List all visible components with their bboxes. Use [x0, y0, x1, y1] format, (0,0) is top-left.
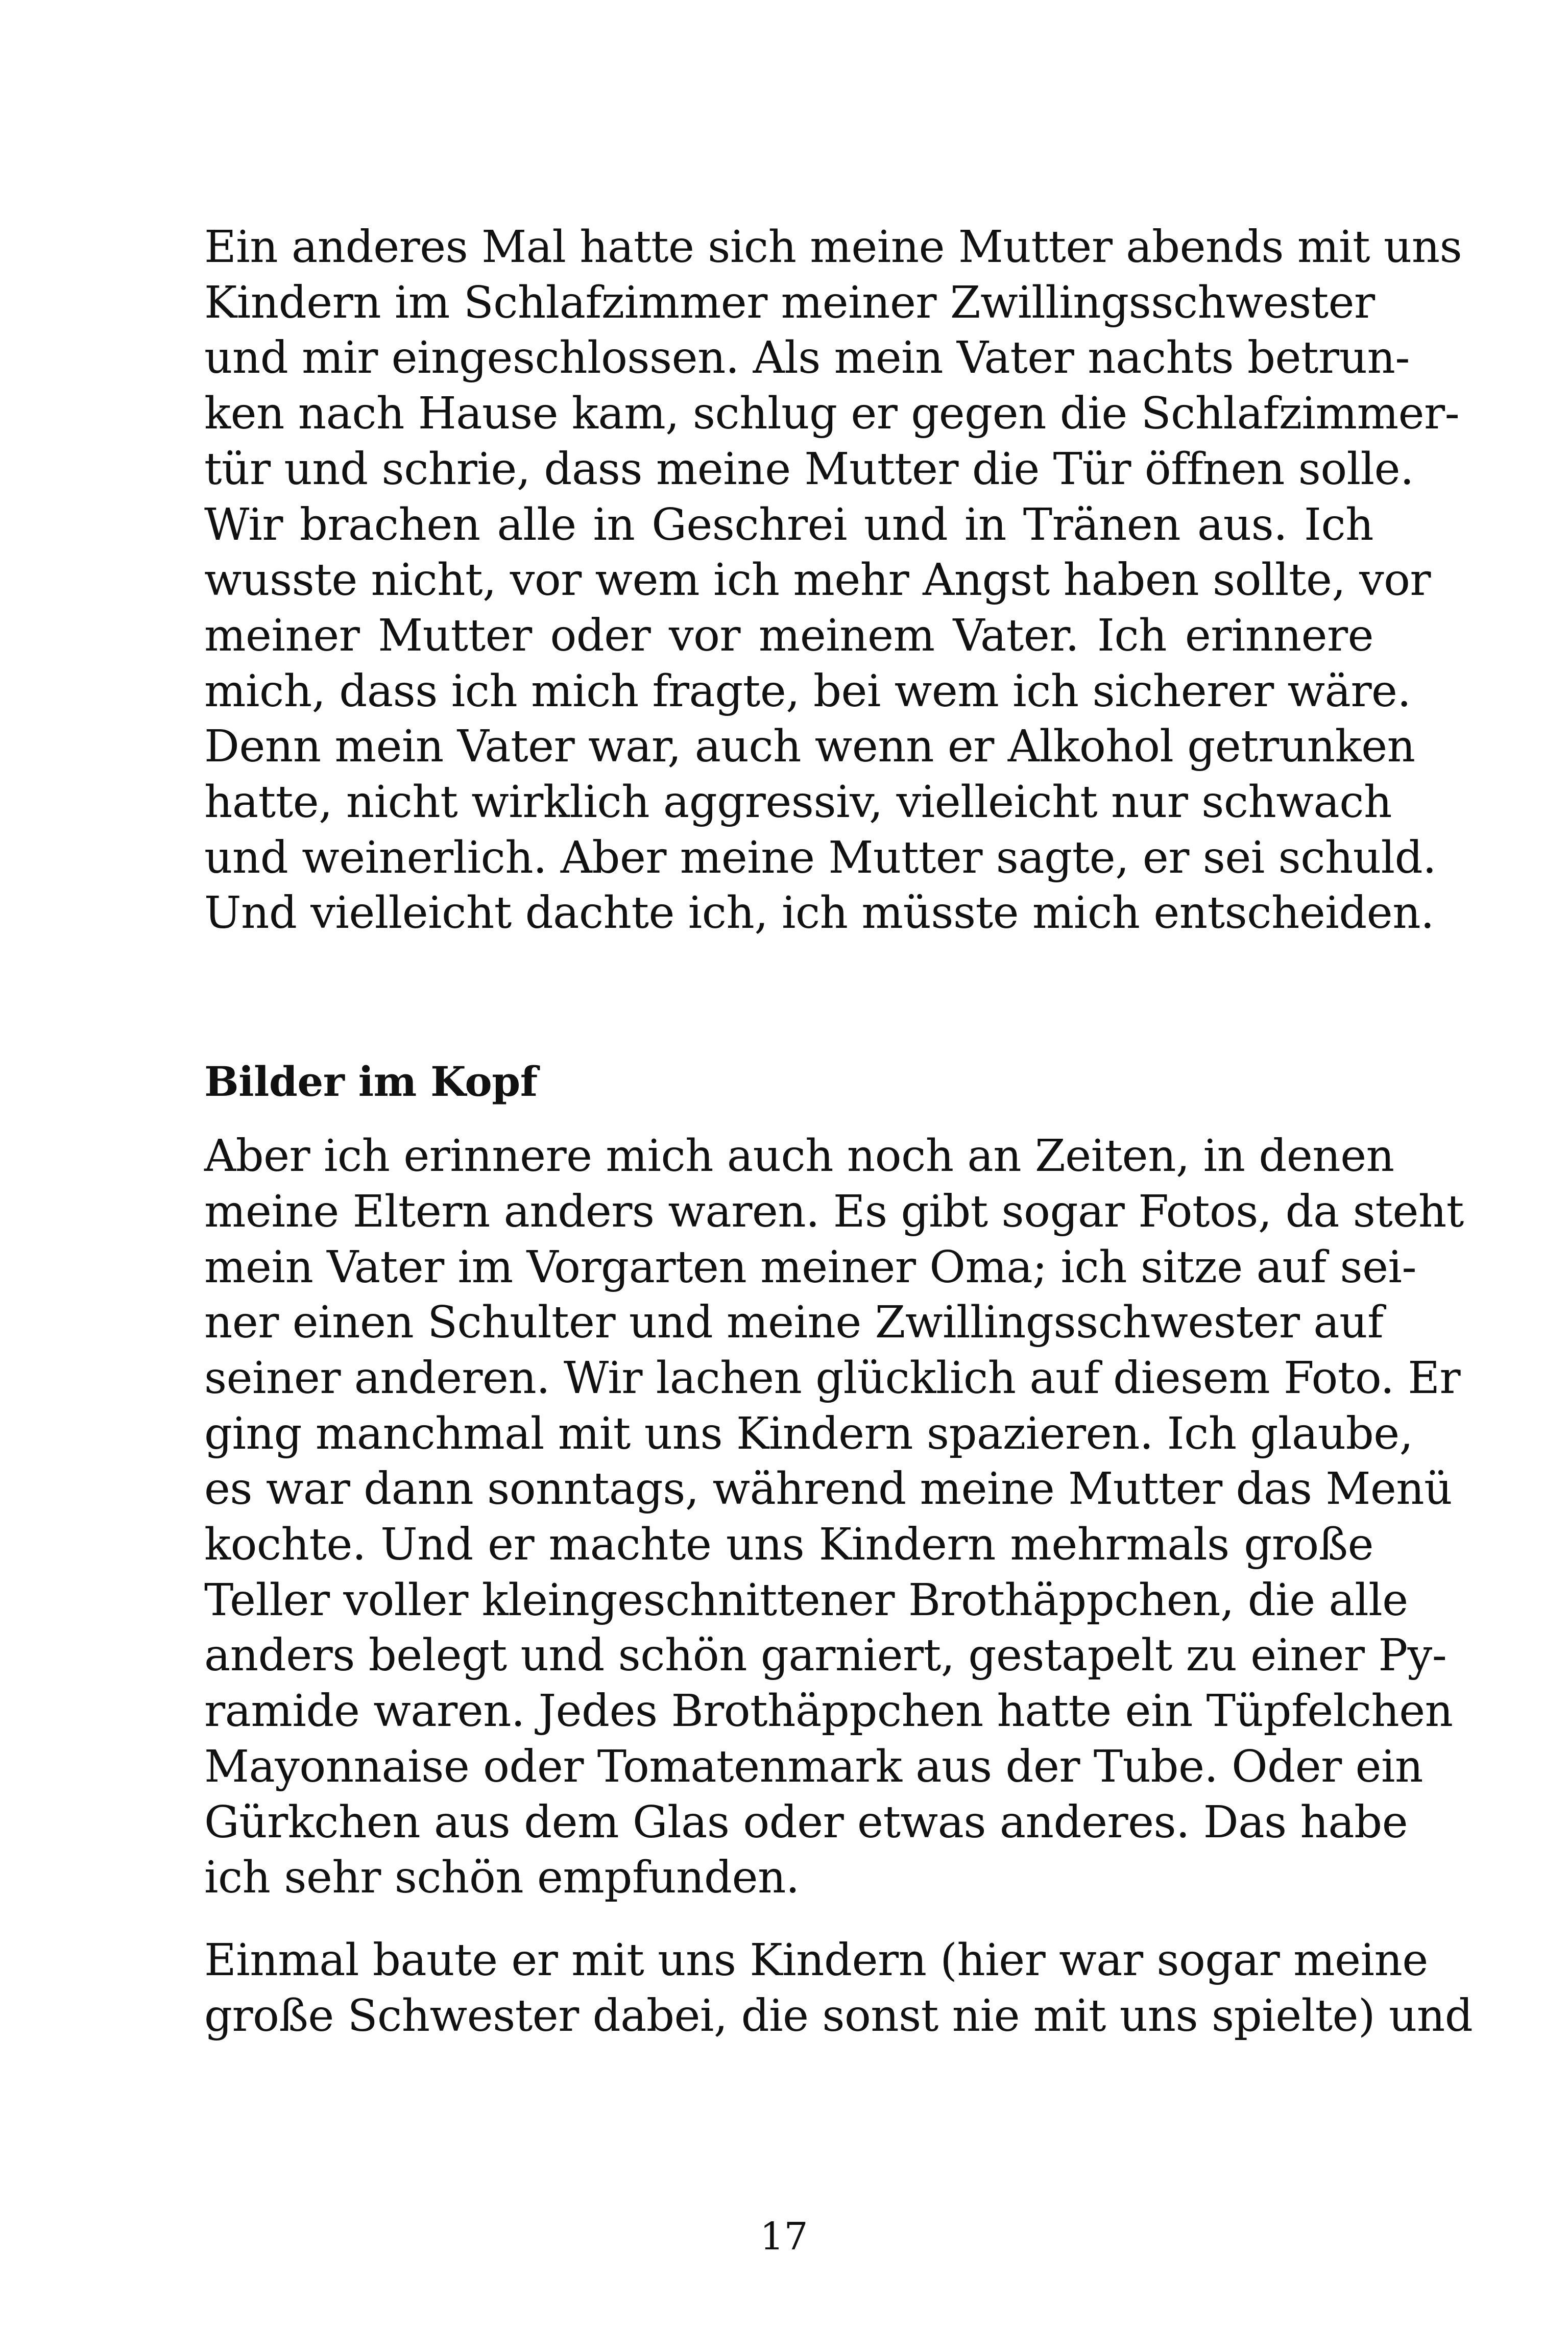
text-line: Und vielleicht dachte ich, ich müsste mich entscheiden.: [204, 887, 1434, 939]
text-line: meine Eltern anders waren. Es gibt sogar Fotos, da steht: [204, 1186, 1464, 1237]
text-line: mein Vater im Vorgarten meiner Oma; ich sitze auf sei-: [204, 1241, 1417, 1293]
text-line: meiner Mutter oder vor meinem Vater. Ich erinnere: [204, 610, 1373, 661]
text-line: Einmal baute er mit uns Kindern (hier war sogar meine: [204, 1934, 1428, 1986]
text-line: und mir eingeschlossen. Als mein Vater nachts betrun-: [204, 332, 1410, 384]
text-line: Ein anderes Mal hatte sich meine Mutter abends mit uns: [204, 222, 1462, 273]
text-line: mich, dass ich mich fragte, bei wem ich sicherer wäre.: [204, 665, 1411, 717]
paragraph-1: [204, 220, 1462, 941]
text-line: Mayonnaise oder Tomatenmark aus der Tube. Oder ein: [204, 1741, 1423, 1792]
page-number: 17: [760, 2215, 808, 2259]
text-line: ging manchmal mit uns Kindern spazieren. Ich glaube,: [204, 1408, 1413, 1459]
text-line: Aber ich erinnere mich auch noch an Zeiten, in denen: [204, 1131, 1394, 1182]
text-line: wusste nicht, vor wem ich mehr Angst haben sollte, vor: [204, 555, 1431, 606]
text-line: anders belegt und schön garniert, gestapelt zu einer Py-: [204, 1630, 1447, 1682]
book-page: [204, 220, 1473, 2044]
text-line: es war dann sonntags, während meine Mutter das Menü: [204, 1463, 1453, 1515]
text-line: ich sehr schön empfunden.: [204, 1852, 800, 1904]
text-line: ner einen Schulter und meine Zwillingsschwester auf: [204, 1297, 1384, 1349]
text-line: Denn mein Vater war, auch wenn er Alkohol getrunken: [204, 721, 1415, 773]
text-line: kochte. Und er machte uns Kindern mehrmals große: [204, 1519, 1373, 1571]
text-line: Gürkchen aus dem Glas oder etwas anderes. Das habe: [204, 1796, 1408, 1848]
text-line: Teller voller kleingeschnittener Brothäppchen, die alle: [204, 1574, 1408, 1626]
text-line: seiner anderen. Wir lachen glücklich auf diesem Foto. Er: [204, 1352, 1461, 1404]
text-line: Kindern im Schlafzimmer meiner Zwillingsschwester: [204, 277, 1375, 328]
text-line: ramide waren. Jedes Brothäppchen hatte ein Tüpfelchen: [204, 1686, 1453, 1737]
text-line: und weinerlich. Aber meine Mutter sagte, er sei schuld.: [204, 832, 1437, 883]
paragraph-2: [204, 1129, 1464, 1906]
text-line: tür und schrie, dass meine Mutter die Tür öffnen solle.: [204, 443, 1414, 495]
text-line: große Schwester dabei, die sonst nie mit uns spielte) und: [204, 1990, 1473, 2042]
text-line: ken nach Hause kam, schlug er gegen die Schlafzimmer-: [204, 388, 1460, 440]
text-line: hatte, nicht wirklich aggressiv, vielleicht nur schwach: [204, 777, 1392, 828]
paragraph-3: [204, 1933, 1473, 2044]
section-heading: Bilder im Kopf: [204, 1058, 538, 1106]
text-line: Wir brachen alle in Geschrei und in Tränen aus. Ich: [204, 499, 1373, 550]
paragraph-spacer: [204, 1906, 1373, 1933]
